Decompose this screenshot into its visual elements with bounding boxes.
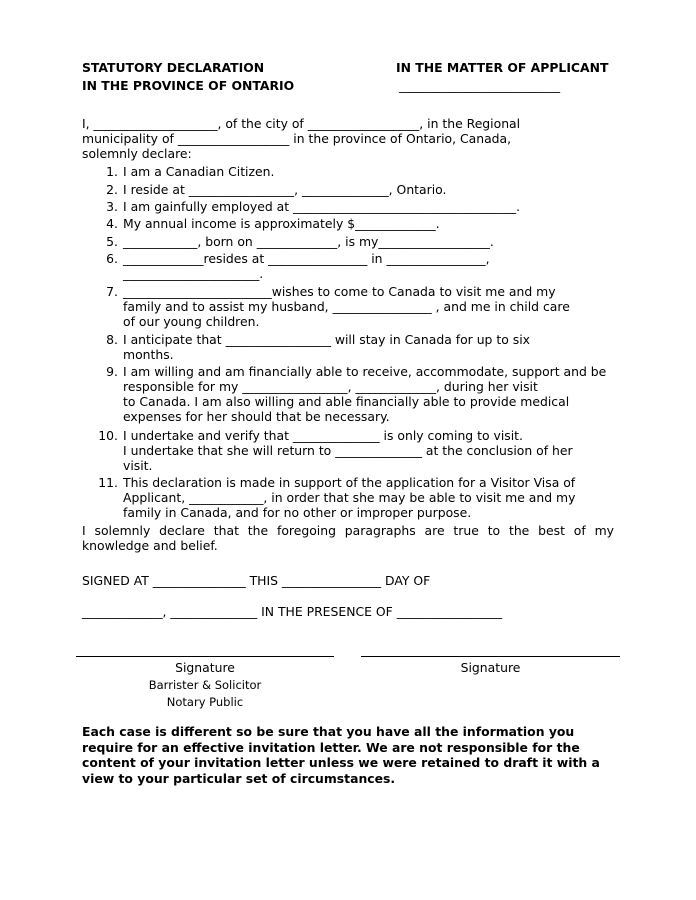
barrister-title: Barrister & Solicitor <box>148 678 262 692</box>
item-text: I am gainfully employed at ____________________________________. <box>123 199 521 214</box>
item-number: 7. <box>106 284 118 299</box>
item-text: This declaration is made in support of the application for a Visitor Visa of <box>123 475 576 490</box>
item-number: 1. <box>106 164 118 179</box>
item-text: Applicant, ____________, in order that she may be able to visit me and my <box>123 490 576 505</box>
item-number: 4. <box>106 216 118 231</box>
closing-declaration: I solemnly declare that the foregoing paragraphs are true to the best of my knowledge and belief. <box>82 523 614 553</box>
item-text: I undertake and verify that ______________ is only coming to visit. <box>123 428 523 443</box>
notary-title: Notary Public <box>166 695 244 709</box>
applicant-blank: __________________________ <box>399 78 561 93</box>
item-text: family and to assist my husband, ________________ , and me in child care <box>123 299 570 314</box>
signature-label-left: Signature <box>175 660 235 675</box>
province-title: IN THE PROVINCE OF ONTARIO <box>82 78 295 93</box>
declaration-title: STATUTORY DECLARATION <box>82 60 265 75</box>
item-text: I am a Canadian Citizen. <box>123 164 275 179</box>
item-number: 8. <box>106 332 118 347</box>
signature-line-left <box>76 656 334 657</box>
item-text: visit. <box>123 458 153 473</box>
presence-line: _____________, ______________ IN THE PRESENCE OF _________________ <box>82 604 503 619</box>
item-text: to Canada. I am also willing and able financially able to provide medical <box>123 394 570 409</box>
item-text: ____________, born on _____________, is my__________________. <box>123 234 494 249</box>
item-text: expenses for her should that be necessary. <box>123 409 390 424</box>
item-number: 9. <box>106 364 118 379</box>
intro-line-2: municipality of __________________ in the province of Ontario, Canada, <box>82 131 512 146</box>
item-text: responsible for my _________________, _____________, during her visit <box>123 379 538 394</box>
matter-title: IN THE MATTER OF APPLICANT <box>396 60 609 75</box>
signature-label-right: Signature <box>460 660 521 675</box>
intro-line-1: I, ____________________, of the city of __________________, in the Regional <box>82 116 521 131</box>
item-text: ________________________wishes to come to Canada to visit me and my <box>123 284 556 299</box>
item-number: 10. <box>98 428 118 443</box>
disclaimer: Each case is different so be sure that you have all the information you require for an effective invitation letter. We are not responsible for the content of your invitation letter unless we were retained to draft it with a view to your particular set of circumstances. <box>82 724 600 786</box>
signature-line-right <box>361 656 620 657</box>
signed-at-line: SIGNED AT _______________ THIS ________________ DAY OF <box>82 573 431 588</box>
item-text: months. <box>123 347 174 362</box>
item-number: 2. <box>106 182 118 197</box>
item-text: I reside at _________________, ______________, Ontario. <box>123 182 447 197</box>
item-text: My annual income is approximately $_____________. <box>123 216 440 231</box>
item-number: 3. <box>106 199 118 214</box>
item-number: 11. <box>98 475 118 490</box>
item-number: 5. <box>106 234 118 249</box>
item-text: of our young children. <box>123 314 260 329</box>
item-text: I anticipate that _________________ will stay in Canada for up to six <box>123 332 530 347</box>
item-text: I undertake that she will return to ______________ at the conclusion of her <box>123 443 573 458</box>
item-text: I am willing and am financially able to receive, accommodate, support and be <box>123 364 607 379</box>
item-text: ______________________. <box>123 266 264 281</box>
intro-line-3: solemnly declare: <box>82 146 192 161</box>
item-number: 6. <box>106 251 118 266</box>
item-text: _____________resides at ________________ in ________________, <box>123 251 490 266</box>
item-text: family in Canada, and for no other or improper purpose. <box>123 505 472 520</box>
